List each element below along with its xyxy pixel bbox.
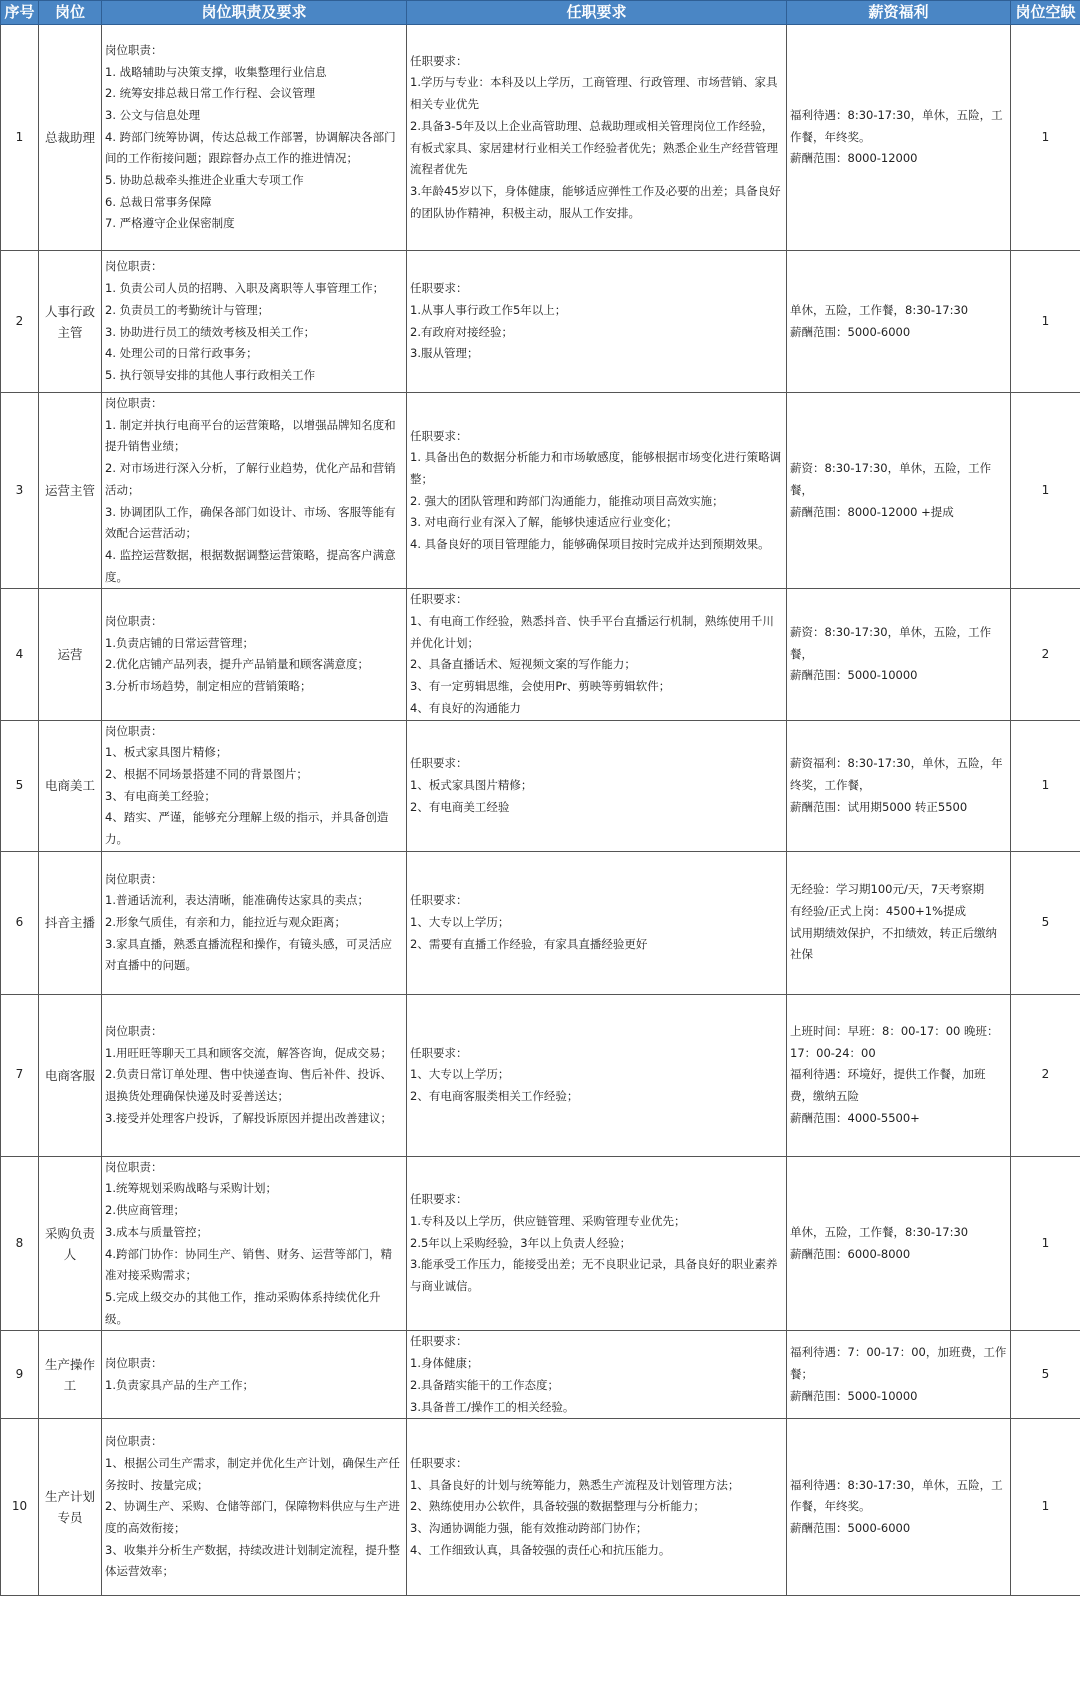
row-seq: 7 xyxy=(1,994,39,1156)
row-benefits: 薪资：8:30-17:30，单休，五险，工作餐， 薪酬范围：5000-10000 xyxy=(787,589,1011,720)
row-duties: 岗位职责： 1、根据公司生产需求，制定并优化生产计划，确保生产任务按时、按量完成； 2、协调生产、采购、仓储等部门，保障物料供应与生产进度的高效衔接； 3、收集并分析生产数据，持续改进计划制定流程，提升整体运营效率； xyxy=(102,1419,407,1596)
row-vacancy: 1 xyxy=(1011,251,1080,393)
table-row xyxy=(1,1331,1080,1419)
table-row xyxy=(1,25,1080,251)
row-requirements: 任职要求： 1.身体健康； 2.具备踏实能干的工作态度； 3.具备普工/操作工的相关经验。 xyxy=(407,1331,787,1419)
row-seq: 10 xyxy=(1,1419,39,1596)
row-duties: 岗位职责： 1. 制定并执行电商平台的运营策略，以增强品牌知名度和提升销售业绩； 2. 对市场进行深入分析，了解行业趋势，优化产品和营销活动； 3. 协调团队工作，确保各部门如设计、市场、客服等能有效配合运营活动； 4. 监控运营数据，根据数据调整运营策略，提高客户满意度。 xyxy=(102,393,407,589)
row-vacancy: 1 xyxy=(1011,25,1080,251)
row-benefits: 薪资福利：8:30-17:30，单休，五险，年终奖，工作餐， 薪酬范围：试用期5000 转正5500 xyxy=(787,720,1011,851)
row-seq: 1 xyxy=(1,25,39,251)
table-row xyxy=(1,1419,1080,1596)
table-row xyxy=(1,589,1080,720)
row-requirements: 任职要求： 1.学历与专业：本科及以上学历，工商管理、行政管理、市场营销、家具相关专业优先 2.具备3-5年及以上企业高管助理、总裁助理或相关管理岗位工作经验，有板式家具、家居建材行业相关工作经验者优先；熟悉企业生产经营管理流程者优先 3.年龄45岁以下，身体健康，能够适应弹性工作及必要的出差；具备良好的团队协作精神，积极主动，服从工作安排。 xyxy=(407,25,787,251)
row-requirements: 任职要求： 1、大专以上学历； 2、有电商客服类相关工作经验； xyxy=(407,994,787,1156)
row-position: 生产操作工 xyxy=(39,1331,102,1419)
row-duties: 岗位职责： 1、板式家具图片精修； 2、根据不同场景搭建不同的背景图片； 3、有电商美工经验； 4、踏实、严谨，能够充分理解上级的指示，并具备创造力。 xyxy=(102,720,407,851)
row-requirements: 任职要求： 1、大专以上学历； 2、需要有直播工作经验，有家具直播经验更好 xyxy=(407,851,787,994)
row-benefits: 上班时间：早班：8：00-17：00 晚班：17：00-24：00 福利待遇：环境好，提供工作餐，加班费，缴纳五险 薪酬范围：4000-5500+ xyxy=(787,994,1011,1156)
row-vacancy: 1 xyxy=(1011,720,1080,851)
row-duties: 岗位职责： 1.普通话流利，表达清晰，能准确传达家具的卖点； 2.形象气质佳，有亲和力，能拉近与观众距离； 3.家具直播，熟悉直播流程和操作，有镜头感，可灵活应对直播中的问题。 xyxy=(102,851,407,994)
row-requirements: 任职要求： 1. 具备出色的数据分析能力和市场敏感度，能够根据市场变化进行策略调整； 2. 强大的团队管理和跨部门沟通能力，能推动项目高效实施； 3. 对电商行业有深入了解，能够快速适应行业变化； 4. 具备良好的项目管理能力，能够确保项目按时完成并达到预期效果。 xyxy=(407,393,787,589)
row-vacancy: 2 xyxy=(1011,589,1080,720)
row-position: 总裁助理 xyxy=(39,25,102,251)
row-position: 采购负责人 xyxy=(39,1156,102,1331)
row-duties: 岗位职责： 1. 负责公司人员的招聘、入职及离职等人事管理工作； 2. 负责员工的考勤统计与管理； 3. 协助进行员工的绩效考核及相关工作； 4. 处理公司的日常行政事务； 5. 执行领导安排的其他人事行政相关工作 xyxy=(102,251,407,393)
header-benefits: 薪资福利 xyxy=(787,1,1011,25)
row-benefits: 单休，五险，工作餐，8:30-17:30 薪酬范围：6000-8000 xyxy=(787,1156,1011,1331)
row-benefits: 无经验：学习期100元/天，7天考察期 有经验/正式上岗：4500+1%提成 试用期绩效保护，不扣绩效，转正后缴纳社保 xyxy=(787,851,1011,994)
header-requirements: 任职要求 xyxy=(407,1,787,25)
header-vacancy: 岗位空缺 xyxy=(1011,1,1080,25)
row-vacancy: 1 xyxy=(1011,1419,1080,1596)
row-seq: 4 xyxy=(1,589,39,720)
row-position: 运营 xyxy=(39,589,102,720)
row-vacancy: 1 xyxy=(1011,393,1080,589)
row-duties: 岗位职责： 1. 战略辅助与决策支撑，收集整理行业信息 2. 统筹安排总裁日常工作行程、会议管理 3. 公文与信息处理 4. 跨部门统筹协调，传达总裁工作部署，协调解决各部门间的工作衔接问题；跟踪督办点工作的推进情况； 5. 协助总裁牵头推进企业重大专项工作 6. 总裁日常事务保障 7. 严格遵守企业保密制度 xyxy=(102,25,407,251)
header-row xyxy=(1,1,1080,25)
row-vacancy: 1 xyxy=(1011,1156,1080,1331)
row-requirements: 任职要求： 1.专科及以上学历，供应链管理、采购管理专业优先； 2.5年以上采购经验，3年以上负责人经验； 3.能承受工作压力，能接受出差；无不良职业记录，具备良好的职业素养与商业诚信。 xyxy=(407,1156,787,1331)
row-position: 生产计划专员 xyxy=(39,1419,102,1596)
row-position: 电商客服 xyxy=(39,994,102,1156)
row-benefits: 福利待遇：7：00-17：00，加班费，工作餐； 薪酬范围：5000-10000 xyxy=(787,1331,1011,1419)
row-requirements: 任职要求： 1.从事人事行政工作5年以上； 2.有政府对接经验； 3.服从管理； xyxy=(407,251,787,393)
row-duties: 岗位职责： 1.负责家具产品的生产工作； xyxy=(102,1331,407,1419)
row-benefits: 福利待遇：8:30-17:30，单休，五险，工作餐，年终奖。 薪酬范围：8000-12000 xyxy=(787,25,1011,251)
row-position: 人事行政主管 xyxy=(39,251,102,393)
table-row xyxy=(1,994,1080,1156)
row-position: 电商美工 xyxy=(39,720,102,851)
row-duties: 岗位职责： 1.负责店铺的日常运营管理； 2.优化店铺产品列表，提升产品销量和顾客满意度； 3.分析市场趋势，制定相应的营销策略； xyxy=(102,589,407,720)
row-position: 抖音主播 xyxy=(39,851,102,994)
table-row xyxy=(1,251,1080,393)
row-duties: 岗位职责： 1.用旺旺等聊天工具和顾客交流，解答咨询，促成交易； 2.负责日常订单处理、售中快递查询、售后补件、投诉、退换货处理确保快递及时妥善送达； 3.接受并处理客户投诉，了解投诉原因并提出改善建议； xyxy=(102,994,407,1156)
row-seq: 5 xyxy=(1,720,39,851)
row-position: 运营主管 xyxy=(39,393,102,589)
row-seq: 3 xyxy=(1,393,39,589)
row-vacancy: 5 xyxy=(1011,851,1080,994)
row-benefits: 单休，五险，工作餐，8:30-17:30 薪酬范围：5000-6000 xyxy=(787,251,1011,393)
row-benefits: 薪资：8:30-17:30，单休，五险，工作餐， 薪酬范围：8000-12000 +提成 xyxy=(787,393,1011,589)
header-duties: 岗位职责及要求 xyxy=(102,1,407,25)
row-seq: 9 xyxy=(1,1331,39,1419)
row-vacancy: 5 xyxy=(1011,1331,1080,1419)
row-requirements: 任职要求： 1、有电商工作经验，熟悉抖音、快手平台直播运行机制，熟练使用千川并优化计划； 2、具备直播话术、短视频文案的写作能力； 3、有一定剪辑思维，会使用Pr、剪映等剪辑软件； 4、有良好的沟通能力 xyxy=(407,589,787,720)
table-row xyxy=(1,851,1080,994)
table-row xyxy=(1,720,1080,851)
header-position: 岗位 xyxy=(39,1,102,25)
header-seq: 序号 xyxy=(1,1,39,25)
row-seq: 2 xyxy=(1,251,39,393)
row-vacancy: 2 xyxy=(1011,994,1080,1156)
table-row xyxy=(1,393,1080,589)
row-seq: 6 xyxy=(1,851,39,994)
row-seq: 8 xyxy=(1,1156,39,1331)
row-duties: 岗位职责： 1.统筹规划采购战略与采购计划； 2.供应商管理； 3.成本与质量管控； 4.跨部门协作：协同生产、销售、财务、运营等部门，精准对接采购需求； 5.完成上级交办的其他工作，推动采购体系持续优化升级。 xyxy=(102,1156,407,1331)
row-requirements: 任职要求： 1、具备良好的计划与统筹能力，熟悉生产流程及计划管理方法； 2、熟练使用办公软件，具备较强的数据整理与分析能力； 3、沟通协调能力强，能有效推动跨部门协作； 4、工作细致认真，具备较强的责任心和抗压能力。 xyxy=(407,1419,787,1596)
row-benefits: 福利待遇：8:30-17:30，单休，五险，工作餐，年终奖。 薪酬范围：5000-6000 xyxy=(787,1419,1011,1596)
row-requirements: 任职要求： 1、板式家具图片精修； 2、有电商美工经验 xyxy=(407,720,787,851)
table-row xyxy=(1,1156,1080,1331)
